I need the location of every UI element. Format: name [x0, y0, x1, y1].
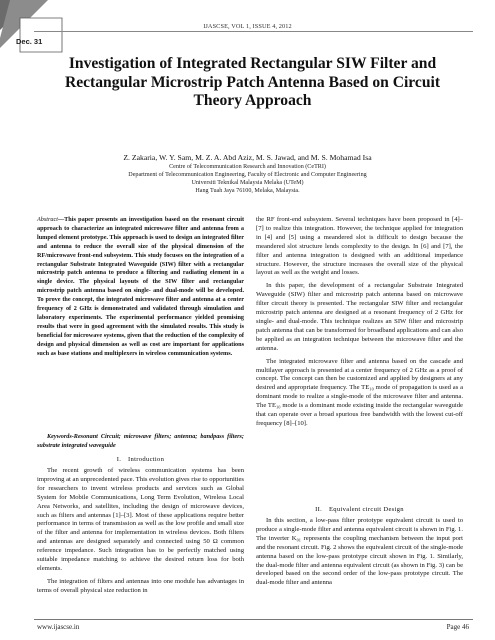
journal-url[interactable]: www.ijascse.in [37, 623, 80, 631]
footer-rule [34, 619, 473, 620]
affiliation-line: Department of Telecommunication Engineering, Faculty of Electronic and Computer Engineering [128, 172, 367, 178]
paragraph: the RF front-end subsystem. Several techniques have been proposed in [4]–[7] to realize this integration. However, the technique applied for integration in [4] and [5] using a meandered slot is difficult to design because the meandered slot structure lends complexity to the design. In [6] and [7], the filter and antenna integration is designed with an additional impedance structure. However, the structure increases the overall size of the physical layout as well as the weight and losses. [256, 216, 463, 277]
paragraph: The integrated microwave filter and antenna based on the cascade and multilayer approach is presented at a center frequency of 2 GHz as a proof of concept. The concept can then be customized and applied by designers at any desired and appropriate frequency. The TE₁₀ mode of propagation is used as a dominant mode to realize a single-mode of the microwave filter and antenna. The TE₁₀ mode is a dominant mode existing inside the rectangular waveguide that can operate over a broad spurious free bandwidth with the lowest cut-off frequency [8]–[10]. [256, 357, 463, 427]
affiliation-line: Hang Tuah Jaya 76100, Melaka, Malaysia. [195, 188, 300, 194]
section-heading-equivalent-circuit: II. Equivalent circuit Design [315, 506, 404, 513]
abstract [37, 216, 244, 359]
keywords: Keywords-Resonant Circuit; microwave filters; antenna; bandpass filters; substrate integrated waveguide [37, 433, 244, 449]
journal-header: IJASCSE, VOL 1, ISSUE 4, 2012 [203, 23, 292, 30]
right-column-body [256, 216, 463, 429]
introduction-body [37, 467, 244, 596]
section-heading-introduction: I. Introduction [116, 456, 165, 463]
page-number: Page 46 [446, 623, 469, 631]
paragraph: In this section, a low-pass filter prototype equivalent circuit is used to produce a single-mode filter and antenna equivalent circuit is shown in Fig. 1. The inverter K₀₁ represents the coupling mechanism between the input port and the resonant circuit. Fig. 2 shows the equivalent circuit of the single-mode antenna based on the low-pass prototype circuit shown in Fig. 1. Similarly, the dual-mode filter and antenna equivalent circuit (as shown in Fig. 3) can be developed based on the second order of the low-pass prototype circuit. The dual-mode filter and antenna [256, 517, 463, 587]
abstract-text: —This paper presents an investigation based on the resonant circuit approach to characterize an integrated microwave filter and antenna from a lumped element prototype. This approach is used to design an integrated filter and antenna to reduce the overall size of the physical dimension of the RF/microwave front-end subsystem. This study focuses on the integration of a rectangular Substrate Integrated Waveguide (SIW) filter with a rectangular microstrip patch antenna to produce a filtering and radiating element in a single device. The physical layouts of the SIW filter and rectangular microstrip patch antenna based on single- and dual-mode will be developed. To prove the concept, the integrated microwave filter and antenna at a center frequency of 2 GHz is demonstrated and validated through simulation and laboratory experiments. The experimental performance yielded promising results that were in good agreement with the simulated results. This study is beneficial for microwave systems, given that the reduction of the complexity of design and physical dimension as well as cost are important for applications such as base stations and multiplexers in wireless communication systems. [37, 216, 244, 357]
issue-date: Dec. 31 [16, 37, 43, 46]
abstract-lead: Abstract [37, 216, 58, 223]
paper-title: Investigation of Integrated Rectangular SIW Filter and Rectangular Microstrip Patch Antenna Based on Circuit Theory Approach [64, 55, 441, 110]
paragraph: In this paper, the development of a rectangular Substrate Integrated Waveguide (SIW) filter and microstrip patch antenna based on microwave filter circuit theory is presented. The rectangular SIW filter and rectangular microstrip patch antenna are designed at a resonant frequency of 2 GHz for single- and dual-mode. This technique realizes an SIW filter and microstrip patch antenna that can be transformed for broadband applications and can also be applied as an integration technique between the microwave filter and the antenna. [256, 282, 463, 352]
affiliation-line: Universiti Teknikal Malaysia Melaka (UTeM) [191, 180, 304, 186]
header-rule [34, 31, 473, 32]
paragraph: The recent growth of wireless communication systems has been improving at an unprecedented pace. This evolution gives rise to opportunities for researchers to invent wireless products and services such as Global System for Mobile Communications, Long Term Evolution, Wireless Local Area Networks, and satellites, including the design of microwave devices, such as filters and antennas [1]–[3]. Most of these applications require better performance in terms of transmission as well as the low profile and small size of the filter and antenna for implementation in wireless devices. Both filters and antennas are designed separately and connected using 50 Ω common reference impedance. Such integration has to be perfectly matched using suitable impedance matching to achieve the desired return loss for both elements. [37, 467, 244, 572]
section2-body [256, 517, 463, 588]
paragraph: The integration of filters and antennas into one module has advantages in terms of overall physical size reduction in [37, 577, 244, 594]
author-list: Z. Zakaria, W. Y. Sam, M. Z. A. Abd Aziz, M. S. Jawad, and M. S. Mohamad Isa [123, 153, 372, 162]
affiliation-line: Centre of Telecommunication Research and Innovation (CeTRI) [169, 164, 326, 170]
